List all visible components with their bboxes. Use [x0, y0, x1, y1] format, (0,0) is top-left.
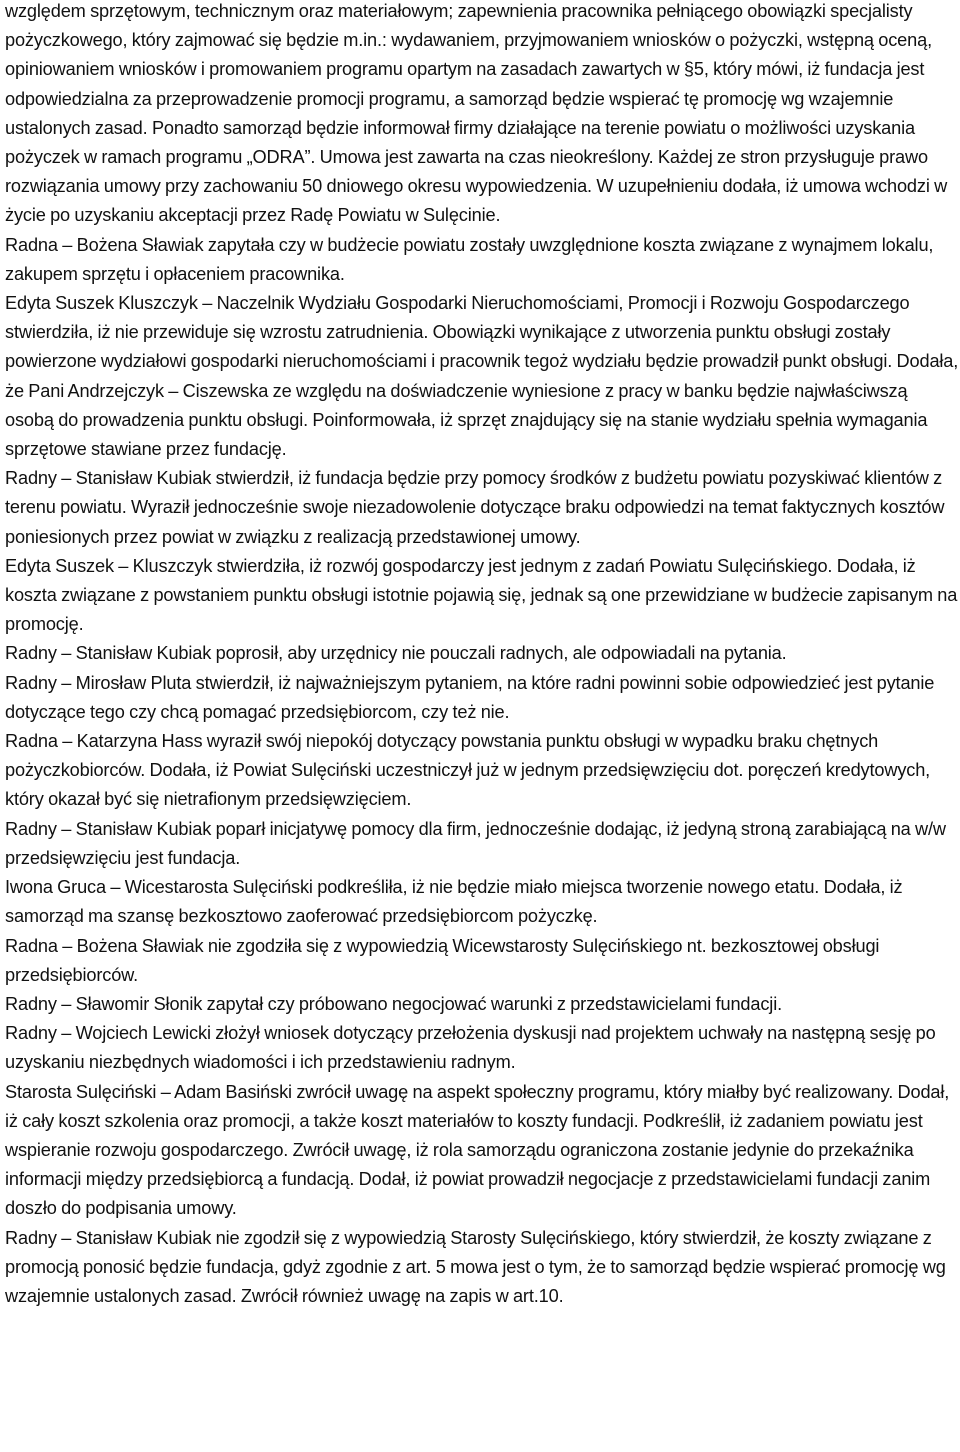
- paragraph-suszek-kluszczyk-response: Edyta Suszek Kluszczyk – Naczelnik Wydziału Gospodarki Nieruchomościami, Promocji i Rozwoju Gospodarczego stwierdziła, iż nie przewiduje się wzrostu zatrudnienia. Obowiązki wynikające z utworzenia punktu obsługi zostały powierzone wydziałowi gospodarki nieruchomościami i pracownik tegoż wydziału będzie prowadził punkt obsługi. Dodała, że Pani Andrzejczyk – Ciszewska ze względu na doświadczenie wyniesione z pracy w banku będzie najwłaściwszą osobą do prowadzenia punktu obsługi. Poinformowała, iż sprzęt znajdujący się na stanie wydziału spełnia wymagania sprzętowe stawiane przez fundację.: [5, 293, 959, 460]
- paragraph-lewicki-motion: Radny – Wojciech Lewicki złożył wniosek dotyczący przełożenia dyskusji nad projektem uchwały na następną sesję po uzyskaniu niezbędnych wiadomości i ich przedstawieniu radnym.: [5, 1023, 936, 1073]
- paragraph-gruca-statement: Iwona Gruca – Wicestarosta Sulęciński podkreśliła, iż nie będzie miało miejsca tworzenie nowego etatu. Dodała, iż samorząd ma szansę bezkosztowo zaoferować przedsiębiorcom pożyczkę.: [5, 877, 903, 927]
- paragraph-hass-concern: Radna – Katarzyna Hass wyraził swój niepokój dotyczący powstania punktu obsługi w wypadku braku chętnych pożyczkobiorców. Dodała, iż Powiat Sulęciński uczestniczył już w jednym przedsięwzięciu dot. poręczeń kredytowych, który okazał być się nietrafionym przedsięwzięciem.: [5, 731, 931, 810]
- paragraph-kubiak-disagreement: Radny – Stanisław Kubiak nie zgodził się z wypowiedzią Starosty Sulęcińskiego, który stwierdził, że koszty związane z promocją ponosić będzie fundacja, gdyż zgodnie z art. 5 mowa jest o tym, że to samorząd będzie wspierać promocję wg wzajemnie ustalonych zasad. Zwrócił również uwagę na zapis w art.10.: [5, 1227, 946, 1306]
- paragraph-kubiak-request: Radny – Stanisław Kubiak poprosił, aby urzędnicy nie pouczali radnych, ale odpowiadali na pytania.: [5, 643, 787, 664]
- paragraph-slawiak-disagreement: Radna – Bożena Sławiak nie zgodziła się z wypowiedzią Wicewstarosty Sulęcińskiego nt. bezkosztowej obsługi przedsiębiorców.: [5, 935, 880, 985]
- paragraph-pluta-statement: Radny – Mirosław Pluta stwierdził, iż najważniejszym pytaniem, na które radni powinni sobie odpowiedzieć jest pytanie dotyczące tego czy chcą pomagać przedsiębiorcom, czy też nie.: [5, 672, 935, 722]
- document-page: [5, 0, 960, 1311]
- paragraph-slawiak-question: Radna – Bożena Sławiak zapytała czy w budżecie powiatu zostały uwzględnione koszta związane z wynajmem lokalu, zakupem sprzętu i opłaceniem pracownika.: [5, 234, 934, 284]
- paragraph-suszek-kluszczyk-development: Edyta Suszek – Kluszczyk stwierdziła, iż rozwój gospodarczy jest jednym z zadań Powiatu Sulęcińskiego. Dodała, iż koszta związane z powstaniem punktu obsługi istotnie pojawią się, jednak są one przewidziane w budżecie zapisanym na promocję.: [5, 555, 958, 635]
- paragraph-kubiak-support: Radny – Stanisław Kubiak poparł inicjatywę pomocy dla firm, jednocześnie dodając, iż jedyną stroną zarabiającą na w/w przedsięwzięciu jest fundacja.: [5, 818, 946, 868]
- paragraph-kubiak-statement: Radny – Stanisław Kubiak stwierdził, iż fundacja będzie przy pomocy środków z budżetu powiatu pozyskiwać klientów z terenu powiatu. Wyraził jednocześnie swoje niezadowolenie dotyczące braku odpowiedzi na temat faktycznych kosztów poniesionych przez powiat w związku z realizacją przedstawionej umowy.: [5, 468, 945, 547]
- paragraph-basinski-statement: Starosta Sulęciński – Adam Basiński zwrócił uwagę na aspekt społeczny programu, który miałby być realizowany. Dodał, iż cały koszt szkolenia oraz promocji, a także koszt materiałów to koszty fundacji. Podkreślił, iż zadaniem powiatu jest wspieranie rozwoju gospodarczego. Zwrócił uwagę, iż rola samorządu ograniczona zostanie jedynie do przekaźnika informacji między przedsiębiorcą a fundacją. Dodał, iż powiat prowadził negocjacje z przedstawicielami fundacji zanim doszło do podpisania umowy.: [5, 1081, 950, 1219]
- paragraph-slonik-question: Radny – Sławomir Słonik zapytał czy próbowano negocjować warunki z przedstawicielami fundacji.: [5, 993, 782, 1014]
- paragraph-agreement-terms: względem sprzętowym, technicznym oraz materiałowym; zapewnienia pracownika pełniącego obowiązki specjalisty pożyczkowego, który zajmować się będzie m.in.: wydawaniem, przyjmowaniem wniosków o pożyczki, wstępną oceną, opiniowaniem wniosków i promowaniem programu opartym na zasadach zawartych w §5, który mówi, iż fundacja jest odpowiedzialna za przeprowadzenie promocji programu, a samorząd będzie wspierać tę promocję wg wzajemnie ustalonych zasad. Ponadto samorząd będzie informował firmy działające na terenie powiatu o możliwości uzyskania pożyczek w ramach programu „ODRA”. Umowa jest zawarta na czas nieokreślony. Każdej ze stron przysługuje prawo rozwiązania umowy przy zachowaniu 50 dniowego okresu wypowiedzenia. W uzupełnieniu dodała, iż umowa wchodzi w życie po uzyskaniu akceptacji przez Radę Powiatu w Sulęcinie.: [5, 1, 948, 226]
